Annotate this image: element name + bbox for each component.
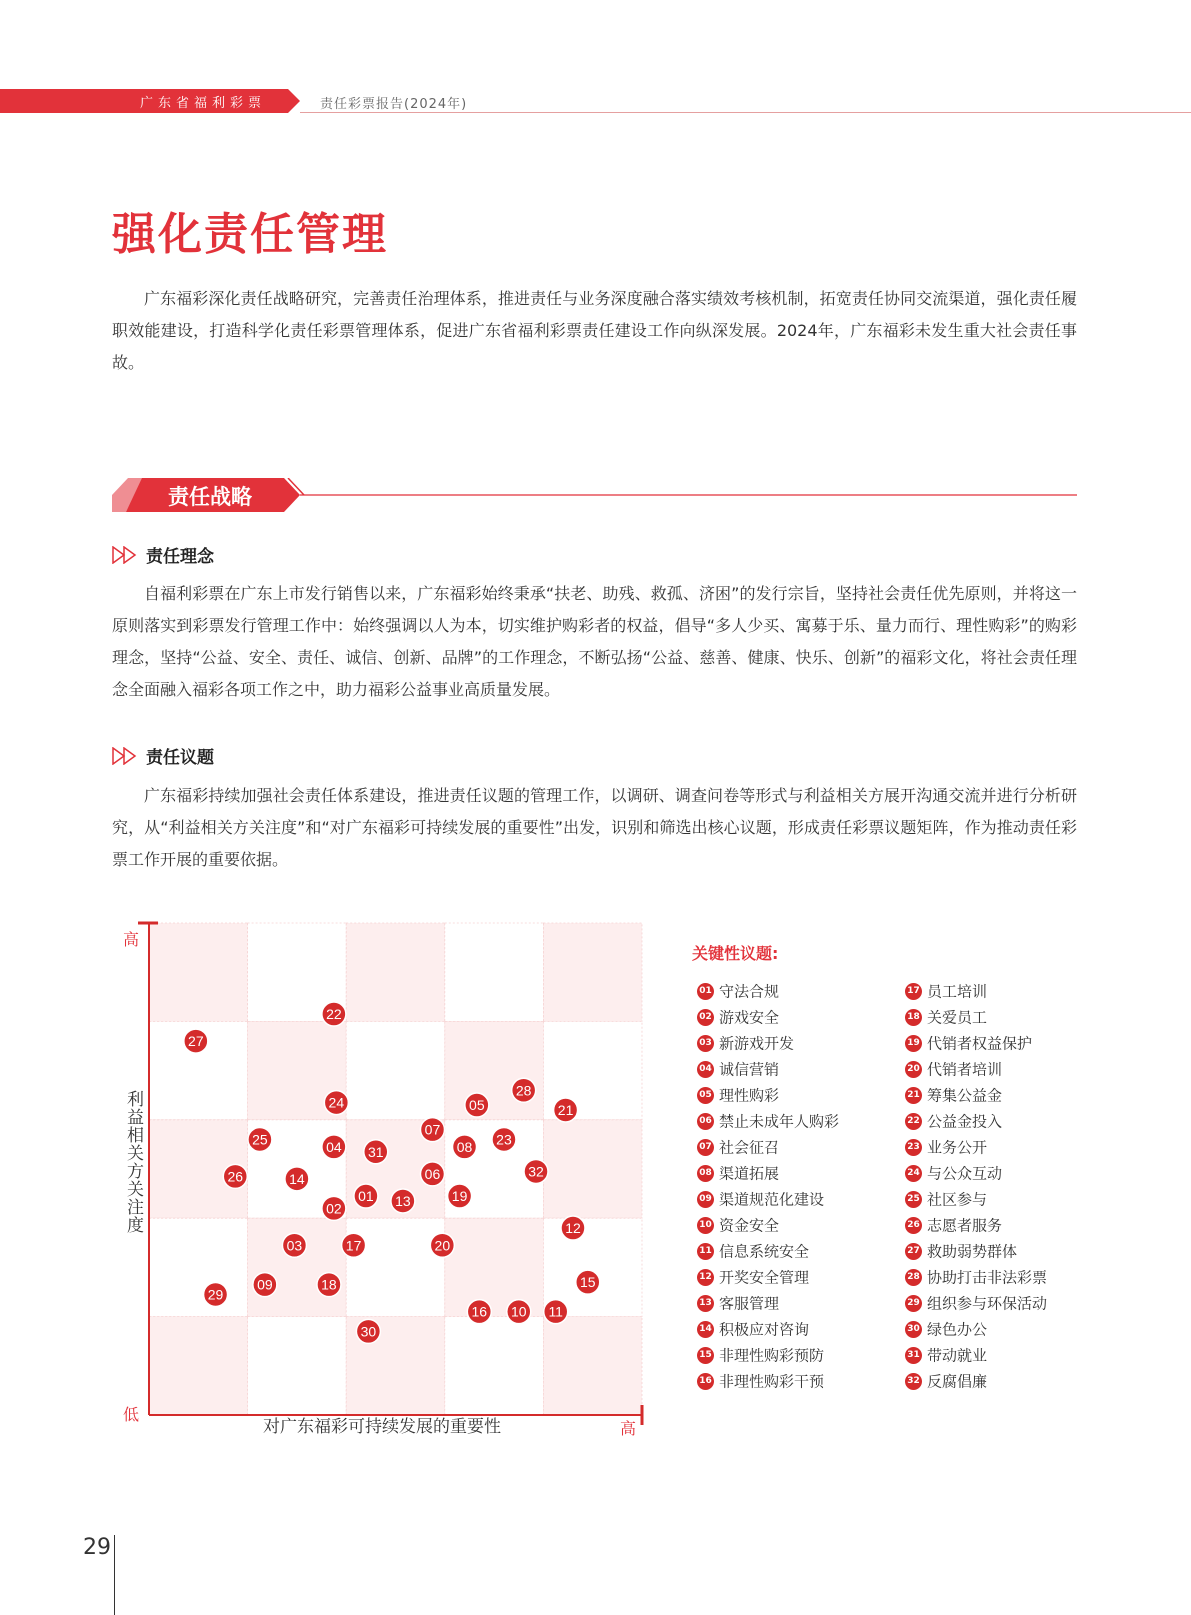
x-axis-high-label: 高 [620,1421,637,1438]
legend-label: 代销者培训 [927,1060,1003,1079]
matrix-cell [445,1317,544,1415]
legend-label: 信息系统安全 [719,1242,810,1261]
page-number-bar [114,1535,115,1615]
legend-label: 筹集公益金 [927,1086,1003,1105]
topics-paragraph: 广东福彩持续加强社会责任体系建设，推进责任议题的管理工作，以调研、调查问卷等形式与利益相关方展开沟通交流并进行分析研究，从“利益相关方关注度”和“对广东福彩可持续发展的重要性”出发，识别和筛选出核心议题，形成责任彩票议题矩阵，作为推动责任彩票工作开展的重要依据。 [112,786,1077,869]
matrix-point-23 [492,1127,516,1151]
matrix-cell [445,923,544,1021]
matrix-point-11 [544,1300,568,1324]
matrix-point-label: 22 [326,1006,342,1023]
subsection-heading-label: 责任议题 [146,748,214,768]
legend-number-badge: 08 [697,1165,714,1182]
legend-number-badge: 12 [697,1269,714,1286]
legend-number-badge: 06 [697,1113,714,1130]
legend-item-21 [905,1082,1047,1108]
matrix-point-31 [364,1140,388,1164]
legend-number-badge: 02 [697,1009,714,1026]
legend-column-1 [697,978,839,1394]
matrix-point-18 [317,1273,341,1297]
matrix-point-label: 18 [321,1276,337,1293]
section-title: 责任战略 [168,485,252,509]
subsection-heading-concept [112,542,214,567]
legend-item-17 [905,978,1047,1004]
legend-item-11 [697,1238,839,1264]
matrix-point-label: 12 [565,1220,581,1237]
matrix-point-label: 29 [207,1286,224,1303]
matrix-grid [149,923,642,1415]
legend-number-badge: 29 [905,1295,922,1312]
legend-number-badge: 04 [697,1061,714,1078]
legend-item-14 [697,1316,839,1342]
matrix-point-04 [322,1135,346,1159]
matrix-point-14 [285,1167,309,1191]
y-axis-high-label: 高 [123,932,140,949]
legend-title: 关键性议题: [692,944,779,963]
matrix-point-32 [524,1159,548,1183]
matrix-point-label: 10 [510,1303,527,1320]
matrix-point-12 [561,1216,585,1240]
legend-label: 组织参与环保活动 [927,1294,1048,1313]
matrix-point-label: 19 [451,1188,468,1205]
matrix-cell [346,1021,445,1119]
legend-label: 客服管理 [719,1294,780,1313]
matrix-point-28 [512,1078,536,1102]
legend-number-badge: 09 [697,1191,714,1208]
legend-number-badge: 15 [697,1347,714,1364]
legend-label: 社会征召 [719,1138,780,1157]
matrix-point-label: 11 [548,1303,563,1320]
legend-label: 公益金投入 [927,1112,1003,1131]
legend-number-badge: 01 [697,983,714,1000]
legend-number-badge: 03 [697,1035,714,1052]
matrix-point-label: 01 [358,1188,374,1205]
legend-label: 新游戏开发 [719,1034,795,1053]
legend-item-27 [905,1238,1047,1264]
matrix-point-label: 28 [515,1082,532,1099]
legend-label: 绿色办公 [927,1320,988,1339]
matrix-point-10 [507,1300,531,1324]
matrix-point-08 [453,1135,477,1159]
legend-item-04 [697,1056,839,1082]
matrix-point-label: 04 [326,1138,342,1155]
legend-item-12 [697,1264,839,1290]
legend-label: 非理性购彩预防 [719,1346,825,1365]
legend-item-32 [905,1368,1047,1394]
legend-item-09 [697,1186,839,1212]
legend-item-10 [697,1212,839,1238]
matrix-cell [248,1317,347,1415]
matrix-point-label: 20 [434,1237,451,1254]
legend-item-01 [697,978,839,1004]
legend-label: 非理性购彩干预 [719,1372,825,1391]
matrix-point-label: 06 [424,1165,441,1182]
matrix-point-07 [420,1118,444,1142]
legend-label: 带动就业 [927,1346,988,1365]
legend-item-22 [905,1108,1047,1134]
legend-label: 志愿者服务 [927,1216,1003,1235]
legend-number-badge: 20 [905,1061,922,1078]
legend-item-08 [697,1160,839,1186]
matrix-point-13 [391,1189,415,1213]
matrix-point-03 [282,1233,306,1257]
legend-number-badge: 13 [697,1295,714,1312]
matrix-point-27 [184,1029,208,1053]
legend-item-02 [697,1004,839,1030]
matrix-point-21 [554,1098,578,1122]
matrix-point-label: 27 [188,1033,204,1050]
legend-label: 反腐倡廉 [927,1372,988,1391]
legend-label: 理性购彩 [719,1086,780,1105]
legend-item-29 [905,1290,1047,1316]
legend-column-2 [905,978,1047,1394]
header-report-title: 责任彩票报告(2024年) [320,97,468,112]
legend-label: 渠道规范化建设 [719,1190,825,1209]
issue-matrix-chart [112,905,652,1440]
legend-label: 关爱员工 [927,1008,988,1027]
legend-number-badge: 22 [905,1113,922,1130]
matrix-point-label: 32 [528,1163,544,1180]
legend-label: 渠道拓展 [719,1164,780,1183]
legend-label: 社区参与 [927,1190,988,1209]
legend-item-26 [905,1212,1047,1238]
legend-item-23 [905,1134,1047,1160]
matrix-point-label: 07 [424,1121,441,1138]
y-axis-title: 利益相关方关注度 [127,1090,144,1235]
matrix-point-17 [342,1233,366,1257]
legend-number-badge: 18 [905,1009,922,1026]
legend-item-24 [905,1160,1047,1186]
matrix-cell [149,923,248,1021]
matrix-cell [445,1021,544,1119]
x-axis-title: 对广东福彩可持续发展的重要性 [263,1417,501,1436]
legend-number-badge: 26 [905,1217,922,1234]
intro-paragraph: 广东福彩深化责任战略研究，完善责任治理体系，推进责任与业务深度融合落实绩效考核机制，拓宽责任协同交流渠道，强化责任履职效能建设，打造科学化责任彩票管理体系，促进广东省福利彩票责任建设工作向纵深发展。2024年，广东福彩未发生重大社会责任事故。 [112,289,1077,372]
legend-item-16 [697,1368,839,1394]
legend-number-badge: 16 [697,1373,714,1390]
legend-label: 守法合规 [719,982,780,1001]
legend-label: 积极应对咨询 [719,1320,810,1339]
legend-number-badge: 23 [905,1139,922,1156]
legend-label: 开奖安全管理 [719,1268,810,1287]
legend-label: 资金安全 [719,1216,780,1235]
page-number: 29 [83,1535,111,1560]
legend-number-badge: 21 [905,1087,922,1104]
legend-number-badge: 19 [905,1035,922,1052]
matrix-point-30 [356,1319,380,1343]
matrix-point-label: 26 [227,1168,244,1185]
matrix-point-29 [204,1282,228,1306]
matrix-point-22 [322,1002,346,1026]
legend-item-05 [697,1082,839,1108]
matrix-point-label: 25 [252,1131,268,1148]
matrix-point-label: 15 [579,1274,596,1291]
matrix-point-label: 05 [469,1097,485,1114]
legend-item-30 [905,1316,1047,1342]
matrix-point-15 [576,1270,600,1294]
legend-item-28 [905,1264,1047,1290]
subsection-heading-topics [112,743,214,768]
legend-item-15 [697,1342,839,1368]
legend-number-badge: 24 [905,1165,922,1182]
legend-number-badge: 25 [905,1191,922,1208]
legend-item-31 [905,1342,1047,1368]
matrix-point-label: 09 [257,1276,273,1293]
matrix-cell [149,1317,248,1415]
matrix-point-label: 02 [326,1200,342,1217]
matrix-point-label: 14 [289,1170,305,1187]
matrix-point-20 [430,1233,454,1257]
matrix-point-label: 31 [367,1143,384,1160]
matrix-cell [346,1218,445,1316]
legend-label: 代销者权益保护 [927,1034,1033,1053]
matrix-point-09 [253,1273,277,1297]
matrix-point-label: 17 [345,1237,362,1254]
legend-item-06 [697,1108,839,1134]
legend-number-badge: 10 [697,1217,714,1234]
legend-number-badge: 31 [905,1347,922,1364]
legend-label: 游戏安全 [719,1008,780,1027]
matrix-point-01 [354,1184,378,1208]
legend-number-badge: 30 [905,1321,922,1338]
matrix-point-label: 13 [395,1192,411,1209]
legend-item-03 [697,1030,839,1056]
legend-label: 业务公开 [927,1138,988,1157]
subsection-heading-label: 责任理念 [146,547,214,567]
legend-number-badge: 17 [905,983,922,1000]
legend-label: 与公众互动 [927,1164,1003,1183]
concept-paragraph: 自福利彩票在广东上市发行销售以来，广东福彩始终秉承“扶老、助残、救孤、济困”的发行宗旨，坚持社会责任优先原则，并将这一原则落实到彩票发行管理工作中：始终强调以人为本，切实维护购彩者的权益，倡导“多人少买、寓募于乐、量力而行、理性购彩”的购彩理念，坚持“公益、安全、责任、诚信、创新、品牌”的工作理念，不断弘扬“公益、慈善、健康、快乐、创新”的福彩文化，将社会责任理念全面融入福彩各项工作之中，助力福彩公益事业高质量发展。 [112,584,1077,699]
matrix-cell [149,1218,248,1316]
legend-label: 诚信营销 [719,1060,780,1079]
y-axis-low-label: 低 [123,1407,140,1424]
matrix-point-05 [465,1093,489,1117]
matrix-point-label: 24 [328,1094,345,1111]
section-header-banner [112,478,1077,512]
legend-label: 协助打击非法彩票 [927,1268,1048,1287]
legend-number-badge: 07 [697,1139,714,1156]
matrix-point-19 [448,1184,472,1208]
legend-item-07 [697,1134,839,1160]
matrix-point-26 [223,1164,247,1188]
header-org-name: 广东省福利彩票 [140,96,267,111]
legend-label: 员工培训 [927,982,988,1001]
legend-item-20 [905,1056,1047,1082]
matrix-cell [445,1218,544,1316]
legend-number-badge: 11 [697,1243,714,1260]
matrix-point-16 [467,1300,491,1324]
legend-label: 救助弱势群体 [927,1242,1018,1261]
matrix-point-label: 21 [557,1101,574,1118]
legend-item-18 [905,1004,1047,1030]
legend-item-19 [905,1030,1047,1056]
matrix-point-label: 03 [286,1237,303,1254]
matrix-point-02 [322,1196,346,1220]
matrix-point-25 [248,1127,272,1151]
legend-number-badge: 27 [905,1243,922,1260]
header-divider [300,112,1191,113]
legend-item-13 [697,1290,839,1316]
double-arrow-icon [112,747,138,765]
legend-label: 禁止未成年人购彩 [719,1112,840,1131]
matrix-point-label: 23 [496,1131,512,1148]
matrix-cell [346,923,445,1021]
page-title: 强化责任管理 [112,209,388,260]
legend-item-25 [905,1186,1047,1212]
legend-number-badge: 32 [905,1373,922,1390]
matrix-cell [543,1317,642,1415]
legend-number-badge: 05 [697,1087,714,1104]
matrix-point-label: 16 [471,1303,488,1320]
matrix-point-06 [420,1162,444,1186]
legend-number-badge: 14 [697,1321,714,1338]
matrix-point-24 [324,1091,348,1115]
matrix-cell [543,1120,642,1218]
legend-number-badge: 28 [905,1269,922,1286]
matrix-cell [543,923,642,1021]
matrix-point-label: 30 [360,1323,377,1340]
double-arrow-icon [112,546,138,564]
matrix-point-label: 08 [456,1138,473,1155]
